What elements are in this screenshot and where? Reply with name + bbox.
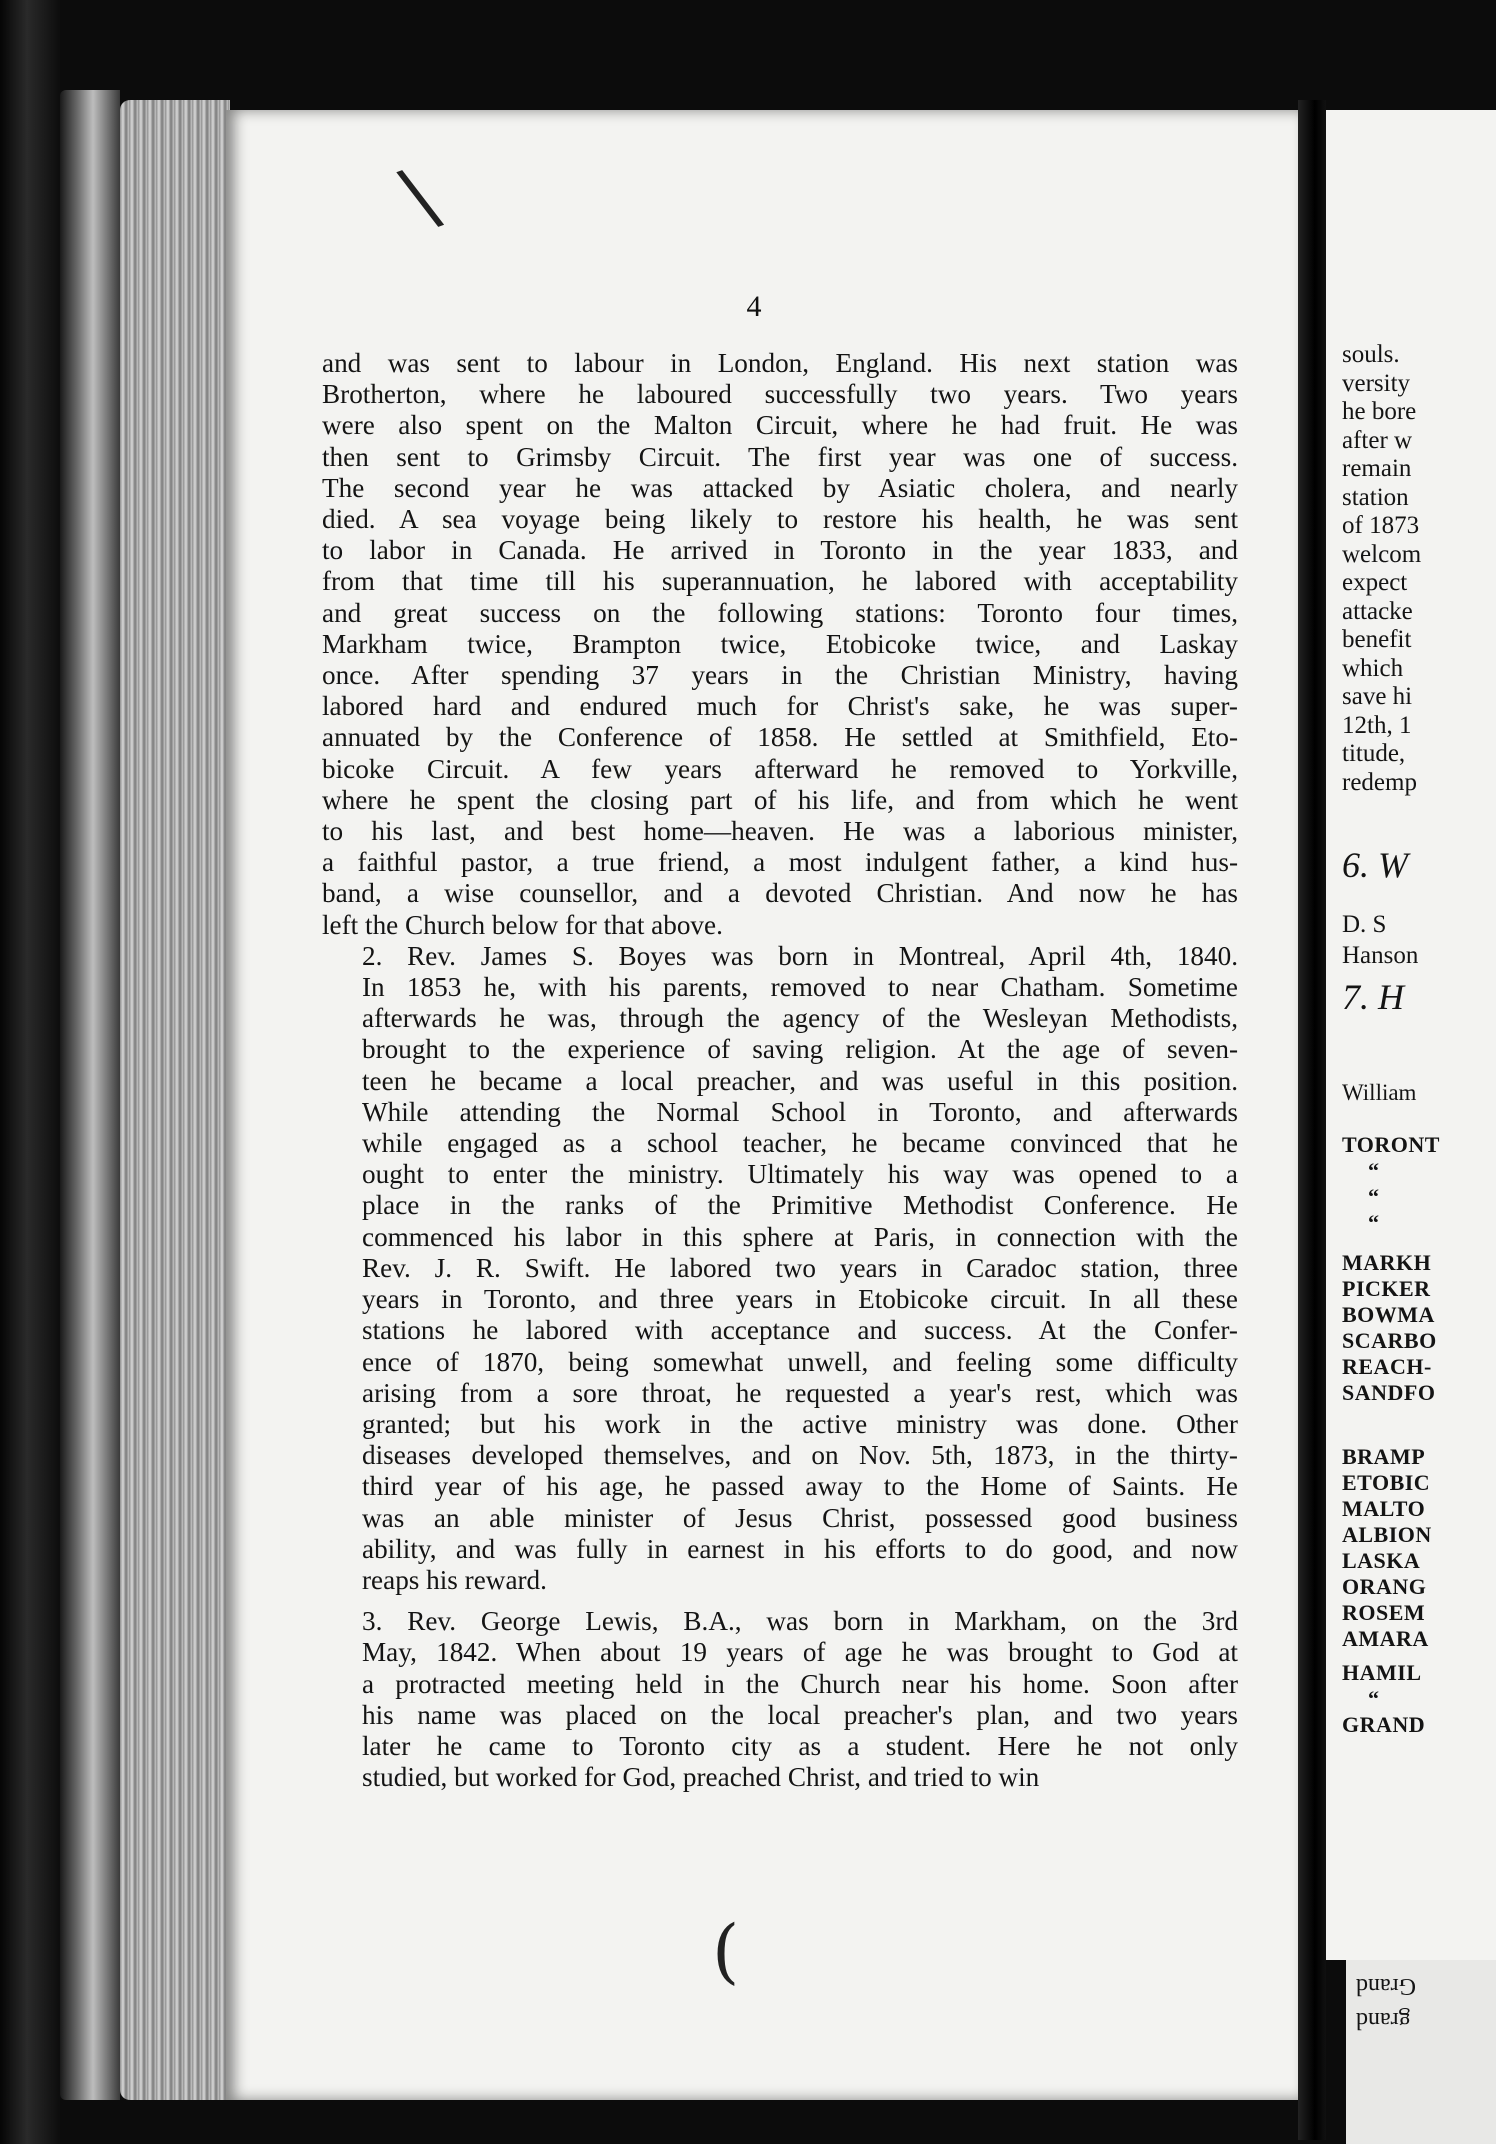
- mirrored-text: grand: [1356, 2007, 1411, 2033]
- right-list-item: AMARA: [1342, 1626, 1429, 1651]
- text-line: years in Toronto, and three years in Etobicoke circuit. In all these: [362, 1284, 1238, 1315]
- text-line: annuated by the Conference of 1858. He settled at Smithfield, Eto-: [322, 722, 1238, 753]
- text-line: was an able minister of Jesus Christ, possessed good business: [362, 1502, 1238, 1533]
- text-line: 3. Rev. George Lewis, B.A., was born in Markham, on the 3rd: [362, 1606, 1238, 1637]
- text-line: third year of his age, he passed away to the Home of Saints. He: [362, 1471, 1238, 1502]
- text-line: from that time till his superannuation, he labored with acceptability: [322, 566, 1238, 597]
- text-line: bicoke Circuit. A few years afterward he removed to Yorkville,: [322, 753, 1238, 784]
- right-list-item: MALTO: [1342, 1496, 1426, 1521]
- book-binding: [0, 0, 60, 2144]
- right-line: Hanson: [1342, 942, 1419, 969]
- right-heading-6: 6. W: [1342, 845, 1408, 885]
- text-line: diseases developed themselves, and on Nov. 5th, 1873, in the thirty-: [362, 1440, 1238, 1471]
- book-gutter: [1298, 100, 1326, 2140]
- right-list-item: ETOBIC: [1342, 1470, 1431, 1495]
- right-line: versity: [1342, 369, 1411, 397]
- right-line: benefit: [1342, 626, 1412, 653]
- text-line: a protracted meeting held in the Church near his home. Soon after: [362, 1668, 1238, 1699]
- right-line: redemp: [1342, 768, 1417, 796]
- text-line: where he spent the closing part of his life, and from which he went: [322, 784, 1238, 815]
- right-line: of 1873: [1342, 512, 1420, 539]
- right-list-item: TORONT: [1342, 1132, 1440, 1157]
- text-line: then sent to Grimsby Circuit. The first year was one of success.: [322, 441, 1238, 472]
- text-line: to his last, and best home—heaven. He was a laborious minister,: [322, 816, 1238, 847]
- right-heading-7: 7. H: [1342, 977, 1404, 1017]
- text-line: place in the ranks of the Primitive Methodist Conference. He: [362, 1190, 1238, 1221]
- text-line: granted; but his work in the active ministry was done. Other: [362, 1408, 1238, 1439]
- mirrored-text: Grand: [1356, 1973, 1416, 1999]
- text-line: Markham twice, Brampton twice, Etobicoke twice, and Laskay: [322, 628, 1238, 659]
- text-line: while engaged as a school teacher, he became convinced that he: [362, 1128, 1238, 1159]
- right-list-item: “: [1368, 1158, 1380, 1183]
- book-cover-edge: [60, 90, 120, 2100]
- right-page-foot: [1346, 1960, 1496, 2144]
- text-line: May, 1842. When about 19 years of age he was brought to God at: [362, 1637, 1238, 1668]
- right-list-item: REACH-: [1342, 1354, 1432, 1379]
- right-line: after w: [1342, 426, 1413, 454]
- text-line: labored hard and endured much for Christ's sake, he was super-: [322, 691, 1238, 722]
- text-line: Rev. J. R. Swift. He labored two years in Caradoc station, three: [362, 1252, 1238, 1283]
- text-line: In 1853 he, with his parents, removed to near Chatham. Sometime: [362, 972, 1238, 1003]
- left-page: [226, 110, 1298, 2100]
- right-line: remain: [1342, 455, 1412, 482]
- right-line: station: [1342, 483, 1409, 511]
- text-line: stations he labored with acceptance and success. At the Confer-: [362, 1315, 1238, 1346]
- body-text: [322, 348, 1238, 1793]
- right-list-item: HAMIL: [1342, 1660, 1422, 1685]
- right-list-item: ROSEM: [1342, 1600, 1426, 1625]
- text-line: reaps his reward.: [362, 1564, 547, 1595]
- right-list-item: ORANG: [1342, 1574, 1427, 1599]
- page-stack-edge: [120, 100, 230, 2100]
- text-line: ence of 1870, being somewhat unwell, and feeling some difficulty: [362, 1346, 1238, 1377]
- page-number: 4: [746, 290, 762, 323]
- right-list-item: BRAMP: [1342, 1444, 1426, 1469]
- paragraph: [322, 941, 1238, 1596]
- text-line: ought to enter the ministry. Ultimately his way was opened to a: [362, 1159, 1238, 1190]
- ink-mark: \: [390, 148, 449, 245]
- right-line: attacke: [1342, 597, 1413, 625]
- text-line: studied, but worked for God, preached Christ, and tried to win: [362, 1762, 1040, 1793]
- right-list-item: “: [1368, 1210, 1380, 1235]
- right-line: D. S: [1342, 911, 1387, 938]
- paragraph: [322, 348, 1238, 941]
- text-line: and was sent to labour in London, England. His next station was: [322, 348, 1238, 378]
- text-line: While attending the Normal School in Toronto, and afterwards: [362, 1096, 1238, 1127]
- text-line: teen he became a local preacher, and was useful in this position.: [362, 1065, 1238, 1096]
- right-list-item: LASKA: [1342, 1548, 1421, 1573]
- right-list-item: MARKH: [1342, 1250, 1432, 1275]
- text-line: died. A sea voyage being likely to restore his health, he was sent: [322, 504, 1238, 535]
- right-list-item: BOWMA: [1342, 1302, 1435, 1327]
- right-line: titude,: [1342, 740, 1406, 767]
- ink-mark: (: [712, 1910, 740, 1992]
- right-line: welcom: [1342, 540, 1422, 568]
- paragraph: [322, 1606, 1238, 1793]
- text-line: later he came to Toronto city as a student. Here he not only: [362, 1730, 1238, 1761]
- text-line: The second year he was attacked by Asiatic cholera, and nearly: [322, 472, 1238, 503]
- right-list-item: “: [1368, 1184, 1380, 1209]
- text-line: left the Church below for that above.: [322, 909, 723, 940]
- right-list-item: ALBION: [1342, 1522, 1432, 1547]
- text-line: a faithful pastor, a true friend, a most indulgent father, a kind hus-: [322, 847, 1238, 878]
- right-line: William: [1342, 1080, 1417, 1105]
- text-line: once. After spending 37 years in the Christian Ministry, having: [322, 660, 1238, 691]
- right-line: which: [1342, 654, 1404, 682]
- right-list-item: SCARBO: [1342, 1328, 1437, 1353]
- text-line: brought to the experience of saving religion. At the age of seven-: [362, 1034, 1238, 1065]
- text-line: commenced his labor in this sphere at Paris, in connection with the: [362, 1221, 1238, 1252]
- text-line: to labor in Canada. He arrived in Toronto in the year 1833, and: [322, 535, 1238, 566]
- right-line: souls.: [1342, 341, 1400, 368]
- text-line: 2. Rev. James S. Boyes was born in Montreal, April 4th, 1840.: [362, 940, 1238, 971]
- text-line: Brotherton, where he laboured successfully two years. Two years: [322, 379, 1238, 410]
- right-list-item: “: [1368, 1686, 1380, 1711]
- right-line: 12th, 1: [1342, 711, 1412, 739]
- text-line: ability, and was fully in earnest in his efforts to do good, and now: [362, 1533, 1238, 1564]
- right-list-item: SANDFO: [1342, 1380, 1436, 1405]
- text-line: his name was placed on the local preacher's plan, and two years: [362, 1699, 1238, 1730]
- right-line: expect: [1342, 569, 1408, 596]
- text-line: arising from a sore throat, he requested a year's rest, which was: [362, 1377, 1238, 1408]
- right-line: he bore: [1342, 398, 1417, 425]
- text-line: band, a wise counsellor, and a devoted Christian. And now he has: [322, 878, 1238, 909]
- right-list-item: PICKER: [1342, 1276, 1431, 1301]
- text-line: afterwards he was, through the agency of the Wesleyan Methodists,: [362, 1003, 1238, 1034]
- text-line: and great success on the following stations: Toronto four times,: [322, 597, 1238, 628]
- text-line: were also spent on the Malton Circuit, where he had fruit. He was: [322, 410, 1238, 441]
- right-line: save hi: [1342, 683, 1413, 710]
- right-page-fragment: [1326, 110, 1496, 1960]
- right-list-item: GRAND: [1342, 1712, 1426, 1737]
